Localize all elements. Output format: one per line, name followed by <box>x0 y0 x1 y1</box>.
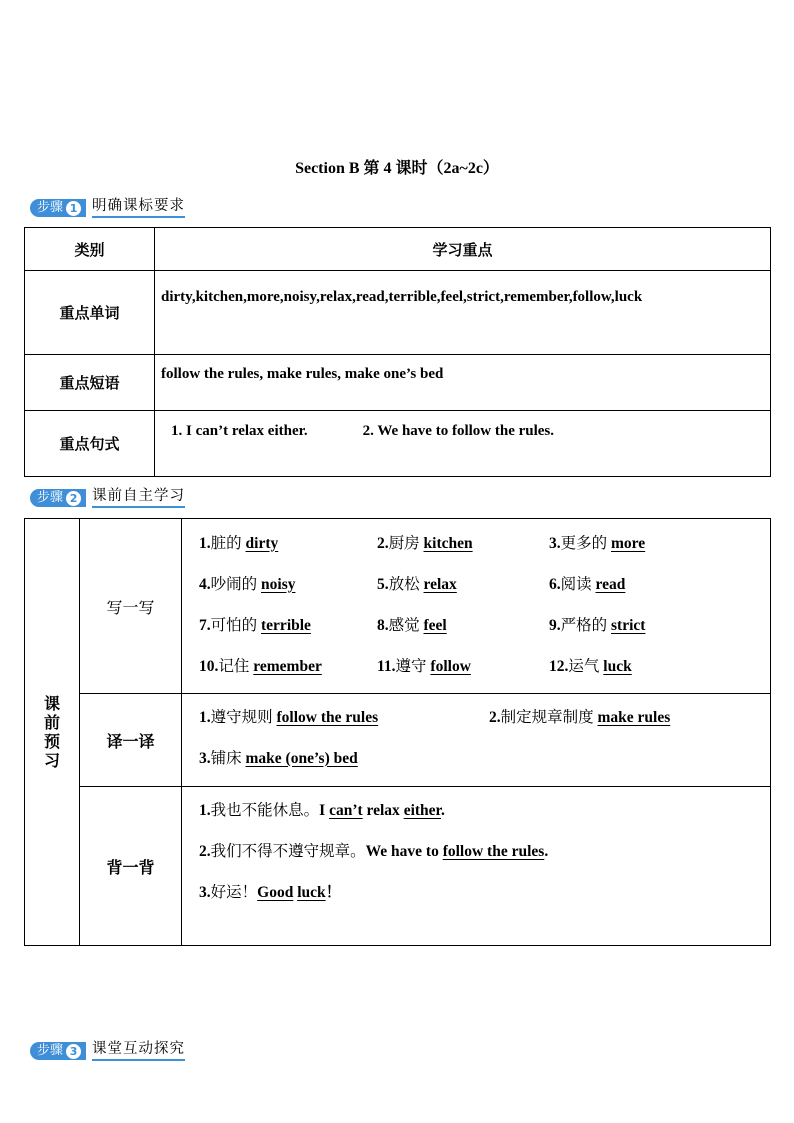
vertical-label <box>25 519 80 946</box>
item-number: 3. <box>549 534 561 552</box>
header-category: 类别 <box>25 228 155 271</box>
step-2-heading <box>30 488 185 508</box>
item-answer: luck <box>603 657 632 675</box>
write-line <box>199 562 770 603</box>
write-item <box>377 654 471 676</box>
step-label: 明确课标要求 <box>92 198 185 218</box>
item-answer: terrible <box>261 616 311 634</box>
step-badge <box>30 489 86 507</box>
sentence-text: . <box>441 801 445 819</box>
step-label: 课堂互动探究 <box>92 1041 185 1061</box>
step-1-heading <box>30 198 185 218</box>
item-chinese: 我们不得不遵守规章。 <box>210 841 366 860</box>
item-number: 3. <box>199 749 211 767</box>
row-category: 重点句式 <box>25 411 155 477</box>
item-number: 2. <box>199 842 211 860</box>
item-chinese: 脏的 <box>210 533 242 552</box>
sentence-text: ！ <box>325 883 342 901</box>
item-number: 4. <box>199 575 211 593</box>
key-sentence-2: 2. We have to follow the rules. <box>362 423 555 439</box>
write-item <box>377 613 447 635</box>
recite-sentence-3 <box>199 870 770 911</box>
write-item <box>199 613 311 635</box>
write-item <box>199 654 322 676</box>
step-number: 2 <box>66 491 81 506</box>
item-chinese: 我也不能休息。 <box>210 800 320 819</box>
write-row <box>25 519 771 694</box>
item-number: 3. <box>199 883 211 901</box>
page-title: Section B 第 4 课时（2a~2c） <box>295 160 499 177</box>
item-answer: follow the rules <box>442 842 545 860</box>
sentence-text: relax <box>362 801 404 819</box>
row-category: 重点单词 <box>25 271 155 355</box>
step-number: 1 <box>66 201 81 216</box>
write-item <box>549 613 645 635</box>
item-answer: follow the rules <box>276 708 379 726</box>
recite-label: 背一背 <box>80 787 182 946</box>
item-chinese: 感觉 <box>388 615 420 634</box>
recite-row <box>25 787 771 946</box>
item-chinese: 运气 <box>568 656 600 675</box>
write-item <box>199 572 295 594</box>
item-number: 6. <box>549 575 561 593</box>
step-badge <box>30 1042 86 1060</box>
item-chinese: 铺床 <box>210 748 242 767</box>
sentence-text: . <box>544 842 549 860</box>
item-number: 7. <box>199 616 211 634</box>
item-number: 1. <box>199 534 211 552</box>
item-answer: make rules <box>597 708 671 726</box>
step-badge-text: 步骤 <box>37 490 64 505</box>
translate-item <box>199 705 378 727</box>
step-label: 课前自主学习 <box>92 488 185 508</box>
write-line <box>199 521 770 562</box>
step-badge <box>30 199 86 217</box>
item-chinese: 制定规章制度 <box>500 707 594 726</box>
item-chinese: 遵守规则 <box>210 707 273 726</box>
write-item <box>549 531 645 553</box>
translate-line-1 <box>199 695 770 736</box>
item-number: 12. <box>549 657 569 675</box>
key-sentences <box>155 411 771 477</box>
item-answer: more <box>611 534 646 552</box>
item-chinese: 好运！ <box>210 882 258 901</box>
item-number: 5. <box>377 575 389 593</box>
row-content <box>155 271 771 355</box>
sentence-text: I <box>319 801 330 819</box>
table-row <box>25 411 771 477</box>
step-3-heading <box>30 1041 185 1061</box>
item-number: 9. <box>549 616 561 634</box>
item-answer: either <box>403 801 441 819</box>
translate-content <box>182 694 771 787</box>
key-sentence-1: 1. I can’t relax either. <box>171 423 308 439</box>
item-chinese: 更多的 <box>560 533 608 552</box>
write-item <box>377 531 473 553</box>
item-answer: remember <box>253 657 322 675</box>
item-chinese: 遵守 <box>395 656 427 675</box>
translate-item <box>489 705 670 727</box>
write-label: 写一写 <box>80 519 182 694</box>
table-header-row <box>25 228 771 271</box>
write-item <box>377 572 457 594</box>
key-phrases: follow the rules, make rules, make one’s bed <box>155 355 771 411</box>
header-focus: 学习重点 <box>155 228 771 271</box>
item-chinese: 吵闹的 <box>210 574 258 593</box>
item-answer: relax <box>423 575 457 593</box>
step-badge-text: 步骤 <box>37 1043 64 1058</box>
table-row <box>25 355 771 411</box>
translate-label: 译一译 <box>80 694 182 787</box>
write-item <box>549 654 632 676</box>
write-item <box>199 531 278 553</box>
item-chinese: 阅读 <box>560 574 592 593</box>
translate-line-2 <box>199 736 770 777</box>
item-answer: dirty <box>245 534 279 552</box>
item-chinese: 严格的 <box>560 615 608 634</box>
write-item <box>549 572 625 594</box>
item-answer: read <box>595 575 626 593</box>
item-number: 10. <box>199 657 219 675</box>
item-number: 2. <box>377 534 389 552</box>
step-badge-text: 步骤 <box>37 200 64 215</box>
write-line <box>199 644 770 685</box>
vertical-label-text: 课前预习 <box>44 694 61 770</box>
item-answer: Good <box>257 883 294 901</box>
item-chinese: 放松 <box>388 574 420 593</box>
item-answer: luck <box>297 883 326 901</box>
item-number: 8. <box>377 616 389 634</box>
sentence-text: We have to <box>365 842 443 860</box>
write-content <box>182 519 771 694</box>
recite-content <box>182 787 771 946</box>
item-chinese: 记住 <box>218 656 250 675</box>
focus-table <box>24 227 771 477</box>
translate-item <box>199 746 358 768</box>
write-grid <box>199 521 770 689</box>
item-answer: make (one’s) bed <box>245 749 358 767</box>
preview-table <box>24 518 771 946</box>
item-answer: strict <box>611 616 646 634</box>
item-chinese: 可怕的 <box>210 615 258 634</box>
recite-sentence-1 <box>199 788 770 829</box>
translate-row <box>25 694 771 787</box>
step-number: 3 <box>66 1044 81 1059</box>
item-number: 2. <box>489 708 501 726</box>
item-number: 1. <box>199 801 211 819</box>
item-answer: kitchen <box>423 534 473 552</box>
recite-sentence-2 <box>199 829 770 870</box>
table-row <box>25 271 771 355</box>
row-category: 重点短语 <box>25 355 155 411</box>
item-number: 11. <box>377 657 396 675</box>
item-number: 1. <box>199 708 211 726</box>
key-words: dirty,kitchen,more,noisy,relax,read,terrible,feel,strict,remember,follow,luck <box>161 289 643 305</box>
item-answer: follow <box>430 657 471 675</box>
item-answer: feel <box>423 616 447 634</box>
item-answer: can’t <box>329 801 363 819</box>
item-chinese: 厨房 <box>388 533 420 552</box>
item-answer: noisy <box>261 575 296 593</box>
write-line <box>199 603 770 644</box>
